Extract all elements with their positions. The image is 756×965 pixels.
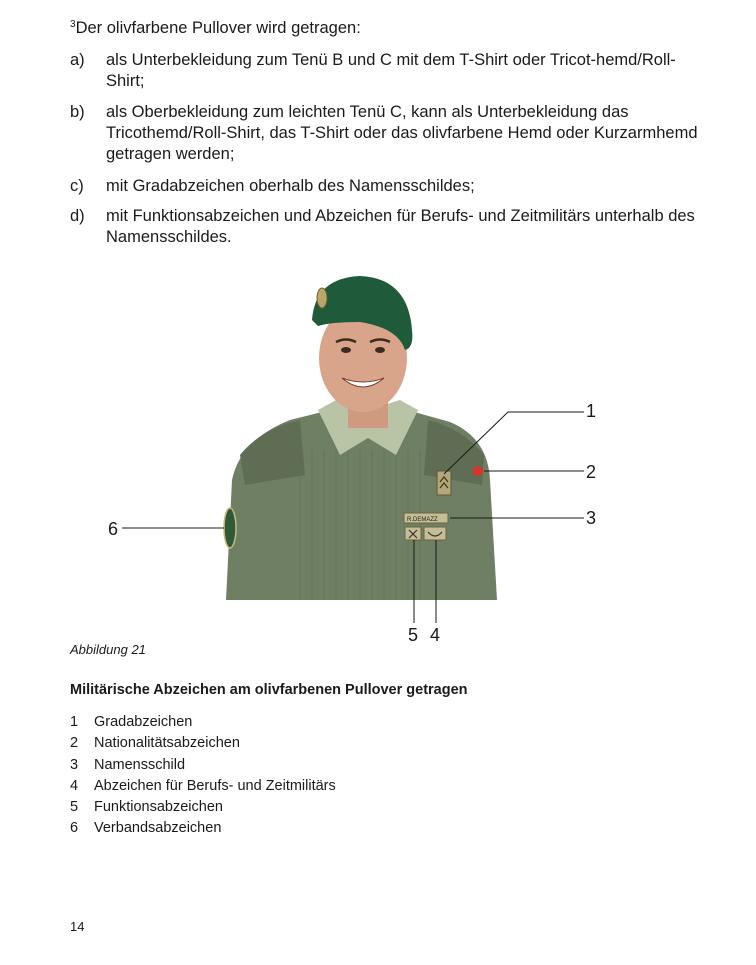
legend-text: Gradabzeichen xyxy=(94,714,193,730)
list-item-a xyxy=(70,50,710,92)
legend-number: 6 xyxy=(70,820,79,837)
callout-4: 4 xyxy=(430,625,441,645)
uniform-photo-figure xyxy=(0,260,756,660)
shoulder-patch xyxy=(240,420,305,485)
name-tag-text: R.DEMAZZ xyxy=(407,517,438,523)
legend-number: 4 xyxy=(70,777,79,794)
callout-5: 5 xyxy=(408,625,419,645)
legend-text: Funktionsabzeichen xyxy=(94,799,223,816)
eye xyxy=(375,347,385,353)
legend-text: Verbandsabzeichen xyxy=(94,820,222,837)
list-item-b xyxy=(70,102,710,165)
figure-caption: Abbildung 21 xyxy=(70,642,146,657)
intro-paragraph xyxy=(70,14,710,39)
legend-text: Nationalitätsabzeichen xyxy=(94,735,240,752)
legend-text: Abzeichen für Berufs- und Zeitmilitärs xyxy=(94,777,336,794)
list-label: d) xyxy=(70,207,85,225)
legend-number: 2 xyxy=(70,735,79,752)
legend-text: Namensschild xyxy=(94,756,186,773)
nationality-badge xyxy=(473,466,483,476)
list-item-c xyxy=(70,176,710,197)
list-text: als Oberbekleidung zum leichten Tenü C, kann als Unterbekleidung das Tricothemd/Roll-Shirt, das T-Shirt oder das olivfarbene Hemd oder Kurzarmhemd getragen werden; xyxy=(106,103,698,163)
beret-badge xyxy=(317,288,327,308)
career-badge xyxy=(424,527,446,540)
legend-number: 3 xyxy=(70,756,79,773)
legend-number: 5 xyxy=(70,799,79,816)
list-label: b) xyxy=(70,103,85,121)
callout-3: 3 xyxy=(586,508,597,528)
list-text: mit Funktionsabzeichen und Abzeichen für Berufs- und Zeitmilitärs unterhalb des Namensschildes. xyxy=(106,207,695,246)
callout-2: 2 xyxy=(586,462,597,482)
list-text: mit Gradabzeichen oberhalb des Namensschildes; xyxy=(106,177,475,195)
list-text: als Unterbekleidung zum Tenü B und C mit dem T-Shirt oder Tricot-hemd/Roll-Shirt; xyxy=(106,51,676,90)
section-heading: Militärische Abzeichen am olivfarbenen Pullover getragen xyxy=(70,682,468,698)
eye xyxy=(341,347,351,353)
paragraph-number: 3 xyxy=(70,19,76,30)
callout-6: 6 xyxy=(108,519,119,539)
legend-number: 1 xyxy=(70,714,79,730)
list-label: a) xyxy=(70,51,85,69)
intro-text: Der olivfarbene Pullover wird getragen: xyxy=(75,19,361,37)
unit-badge xyxy=(224,508,236,548)
page-number: 14 xyxy=(70,919,85,934)
list-item-d xyxy=(70,206,710,248)
list-label: c) xyxy=(70,177,84,195)
callout-1: 1 xyxy=(586,401,597,421)
